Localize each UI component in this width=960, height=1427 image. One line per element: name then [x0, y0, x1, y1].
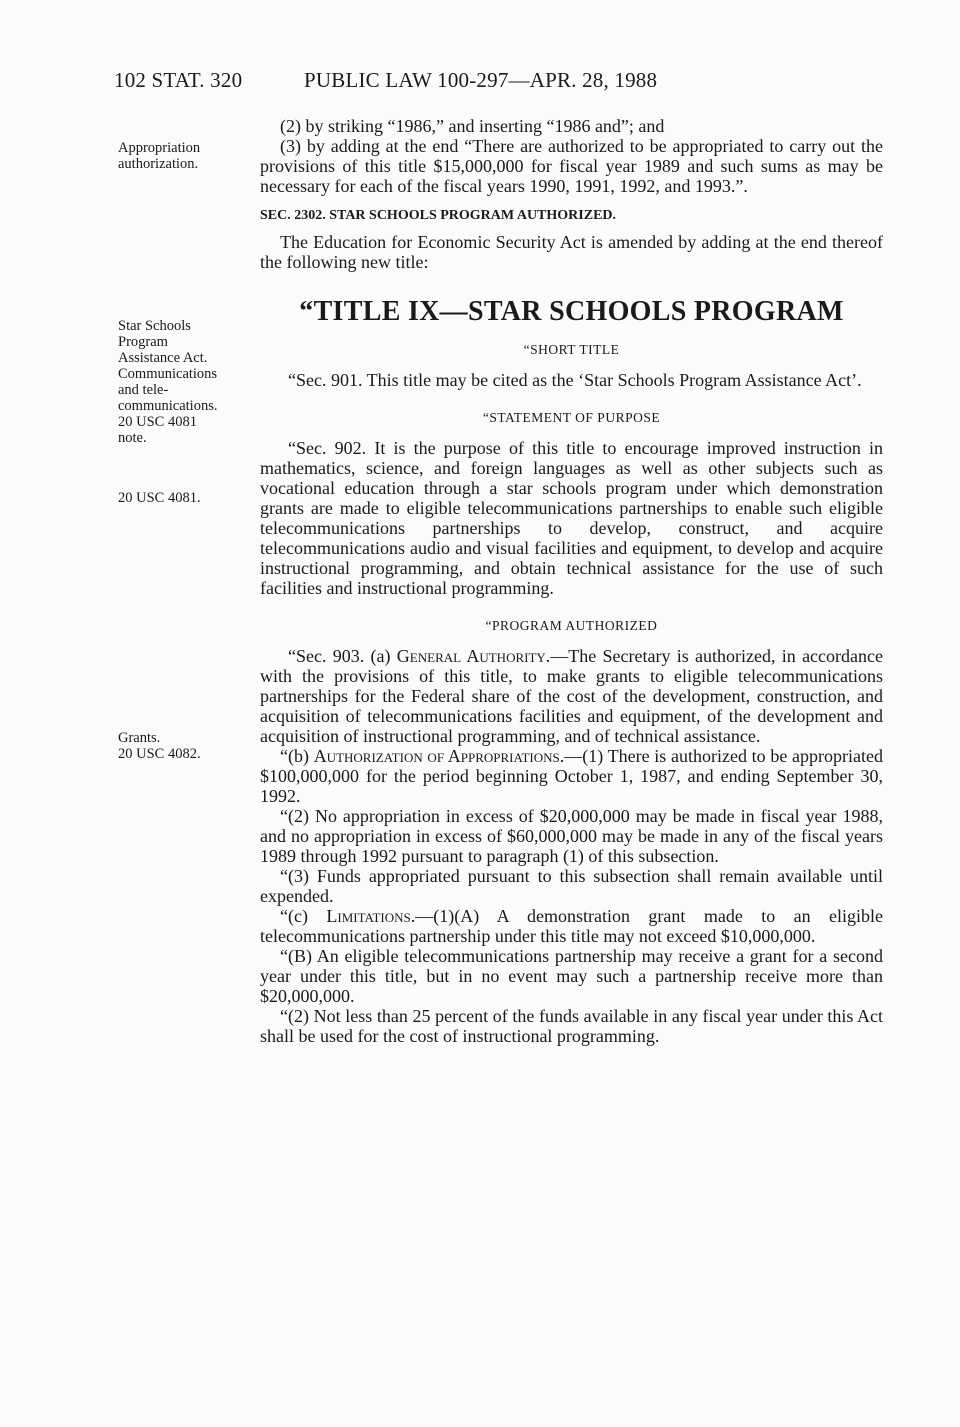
section-903b2: “(2) No appropriation in excess of $20,000,000 may be made in fiscal year 1988, and no appropriation in excess of $60,000,000 may be made in any of the fiscal years 1989 through 1992 pursuant to paragraph (1) of this subsection. — [260, 806, 883, 866]
subsection-caption: Authorization of Appropriations. — [313, 746, 565, 766]
short-title-heading: “SHORT TITLE — [523, 342, 620, 357]
margin-note-appropriation — [118, 140, 258, 172]
amendment-item-2: (2) by striking “1986,” and inserting “1986 and”; and — [280, 116, 665, 136]
margin-line: authorization. — [118, 156, 199, 172]
margin-note-grants — [118, 730, 258, 762]
margin-line: 20 USC 4081. — [118, 490, 201, 506]
margin-line: Star Schools — [118, 318, 191, 334]
margin-note-usc-4081 — [118, 490, 258, 506]
margin-line: 20 USC 4081 — [118, 414, 197, 430]
section-903b — [260, 746, 883, 806]
section-903c1b: “(B) An eligible telecommunications partnership may receive a grant for a second year under this title, but in no event may such a partnership receive more than $20,000,000. — [260, 946, 883, 1006]
section-label: “Sec. 901. — [288, 370, 363, 390]
margin-line: Communications — [118, 366, 218, 382]
section-901 — [260, 370, 883, 390]
margin-note-star-schools — [118, 318, 258, 446]
margin-line: Grants. — [118, 730, 161, 746]
running-head: PUBLIC LAW 100-297—APR. 28, 1988 — [304, 68, 658, 92]
margin-line: Appropriation — [118, 140, 201, 156]
section-label: “Sec. 902. — [288, 438, 367, 458]
title-heading: “TITLE IX—STAR SCHOOLS PROGRAM — [299, 296, 844, 327]
margin-line: 20 USC 4082. — [118, 746, 201, 762]
margin-line: Program — [118, 334, 168, 350]
page-citation: 102 STAT. 320 — [114, 68, 243, 92]
body-text — [260, 116, 883, 1046]
amendment-item-3: (3) by adding at the end “There are authorized to be appropriated to carry out the provisions of this title $15,000,000 for fiscal year 1989 and such sums as may be necessary for each of the fiscal years 1990, 1991, 1992, and 1993.”. — [260, 136, 883, 196]
section-903c2: “(2) Not less than 25 percent of the funds available in any fiscal year under this Act shall be used for the cost of instructional programming. — [260, 1006, 883, 1046]
section-label: “(c) — [280, 906, 308, 926]
section-902 — [260, 438, 883, 598]
program-heading: “PROGRAM AUTHORIZED — [485, 618, 658, 633]
section-text: —The Secretary is authorized, in accordance with the provisions of this title, to make grants to eligible telecommunications partnerships for the Federal share of the cost of the development, construction, and acquisition of telecommunications facilities and equipment, of the development and acquisition of instructional programming, and of technical assistance. — [260, 646, 883, 746]
subsection-caption: Limitations. — [326, 906, 416, 926]
margin-line: communications. — [118, 398, 218, 414]
margin-line: Assistance Act. — [118, 350, 208, 366]
section-label: “Sec. 903. (a) — [288, 646, 391, 666]
section-text: It is the purpose of this title to encourage improved instruction in mathematics, science, and foreign languages as well as other subjects such as vocational education through a star schools program under which demonstration grants are made to eligible telecommunications partnerships to enable such eligible telecommunications partnerships to develop, construct, and acquire telecommunications audio and visual facilities and equipment, to develop and acquire instructional programming, and obtain technical assistance for the use of such facilities and instructional programming. — [260, 438, 884, 598]
section-903b3: “(3) Funds appropriated pursuant to this subsection shall remain available until expended. — [260, 866, 883, 906]
section-label: “(b) — [280, 746, 309, 766]
section-903a — [260, 646, 883, 746]
section-text: —(1)(A) A demonstration grant made to an eligible telecommunications partnership under this title may not exceed $10,000,000. — [260, 906, 884, 946]
section-heading: SEC. 2302. STAR SCHOOLS PROGRAM AUTHORIZED. — [260, 208, 617, 223]
margin-line: and tele- — [118, 382, 169, 398]
purpose-heading: “STATEMENT OF PURPOSE — [482, 410, 661, 425]
section-text: —(1) There is authorized to be appropriated $100,000,000 for the period beginning October 1, 1987, and ending September 30, 1992. — [260, 746, 883, 806]
section-text: This title may be cited as the ‘Star Schools Program Assistance Act’. — [362, 370, 862, 390]
section-903c — [260, 906, 883, 946]
subsection-caption: General Authority. — [396, 646, 551, 666]
amending-clause: The Education for Economic Security Act is amended by adding at the end thereof the following new title: — [260, 232, 883, 272]
margin-line: note. — [118, 430, 147, 446]
